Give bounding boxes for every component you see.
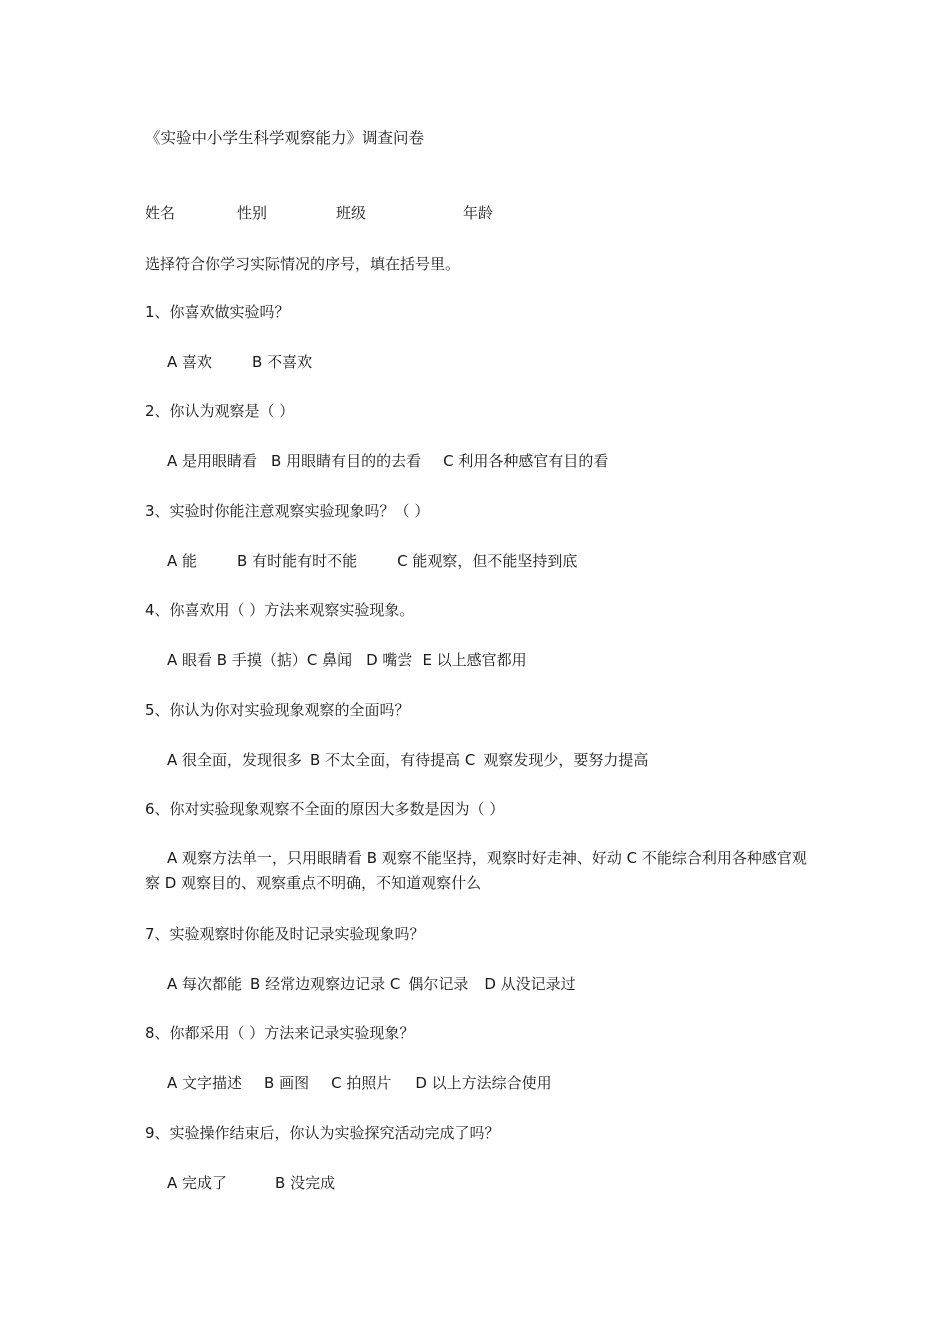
question-6: 6、你对实验现象观察不全面的原因大多数是因为（ ） — [145, 800, 505, 818]
question-5-options — [167, 750, 648, 770]
option-e: E 以上感官都用 — [422, 651, 527, 669]
field-name-label: 姓名 — [145, 204, 176, 222]
question-2-options — [167, 451, 608, 471]
instructions: 选择符合你学习实际情况的序号，填在括号里。 — [145, 255, 461, 273]
option-a: A 每次都能 — [167, 975, 243, 993]
question-6-options: A 观察方法单一，只用眼睛看 B 观察不能坚持，观察时好走神、好动 C 不能综合利用各种感官观察 D 观察目的、观察重点不明确，不知道观察什么 — [145, 849, 807, 892]
question-1-options — [167, 352, 312, 372]
option-a: A 文字描述 — [167, 1074, 243, 1092]
question-3-options — [167, 551, 577, 571]
option-c: 偶尔记录 — [408, 975, 469, 993]
option-abc: A 眼看 B 手摸（掂）C 鼻闻 — [167, 651, 353, 669]
question-2: 2、你认为观察是（ ） — [145, 402, 295, 420]
option-a: A 喜欢 — [167, 353, 213, 371]
option-c: C 利用各种感官有目的看 — [443, 452, 609, 470]
option-c: C 拍照片 — [331, 1074, 392, 1092]
question-7: 7、实验观察时你能及时记录实验现象吗？ — [145, 925, 425, 943]
field-age-label: 年龄 — [463, 204, 494, 222]
option-b: B 用眼睛有目的的去看 — [271, 452, 422, 470]
question-4-options — [167, 650, 527, 670]
option-b: B 没完成 — [275, 1174, 336, 1192]
option-c: C 能观察，但不能坚持到底 — [397, 552, 578, 570]
question-8: 8、你都采用（ ）方法来记录实验现象？ — [145, 1024, 415, 1042]
option-d: D 嘴尝 — [366, 651, 413, 669]
question-8-options — [167, 1073, 552, 1093]
option-d: D 从没记录过 — [484, 975, 576, 993]
question-4: 4、你喜欢用（ ）方法来观察实验现象。 — [145, 601, 415, 619]
option-b: B 有时能有时不能 — [237, 552, 358, 570]
question-5: 5、你认为你对实验现象观察的全面吗？ — [145, 701, 410, 719]
option-a: A 很全面，发现很多 — [167, 751, 303, 769]
question-1: 1、你喜欢做实验吗？ — [145, 303, 290, 321]
field-class-label: 班级 — [336, 204, 367, 222]
option-a: A 完成了 — [167, 1174, 228, 1192]
question-9: 9、实验操作结束后，你认为实验探究活动完成了吗？ — [145, 1124, 500, 1142]
option-b: B 不太全面，有待提高 C — [310, 751, 476, 769]
option-d: D 以上方法综合使用 — [415, 1074, 552, 1092]
question-3: 3、实验时你能注意观察实验现象吗？（ ） — [145, 502, 430, 520]
option-a: A 能 — [167, 552, 198, 570]
option-b: B 画图 — [264, 1074, 310, 1092]
document-title: 《实验中小学生科学观察能力》调查问卷 — [145, 129, 425, 147]
option-c: 观察发现少，要努力提高 — [483, 751, 649, 769]
question-9-options — [167, 1173, 335, 1193]
option-b: B 不喜欢 — [252, 353, 313, 371]
option-b: B 经常边观察边记录 C — [250, 975, 401, 993]
field-gender-label: 性别 — [237, 204, 268, 222]
question-7-options — [167, 974, 576, 994]
option-a: A 是用眼睛看 — [167, 452, 258, 470]
